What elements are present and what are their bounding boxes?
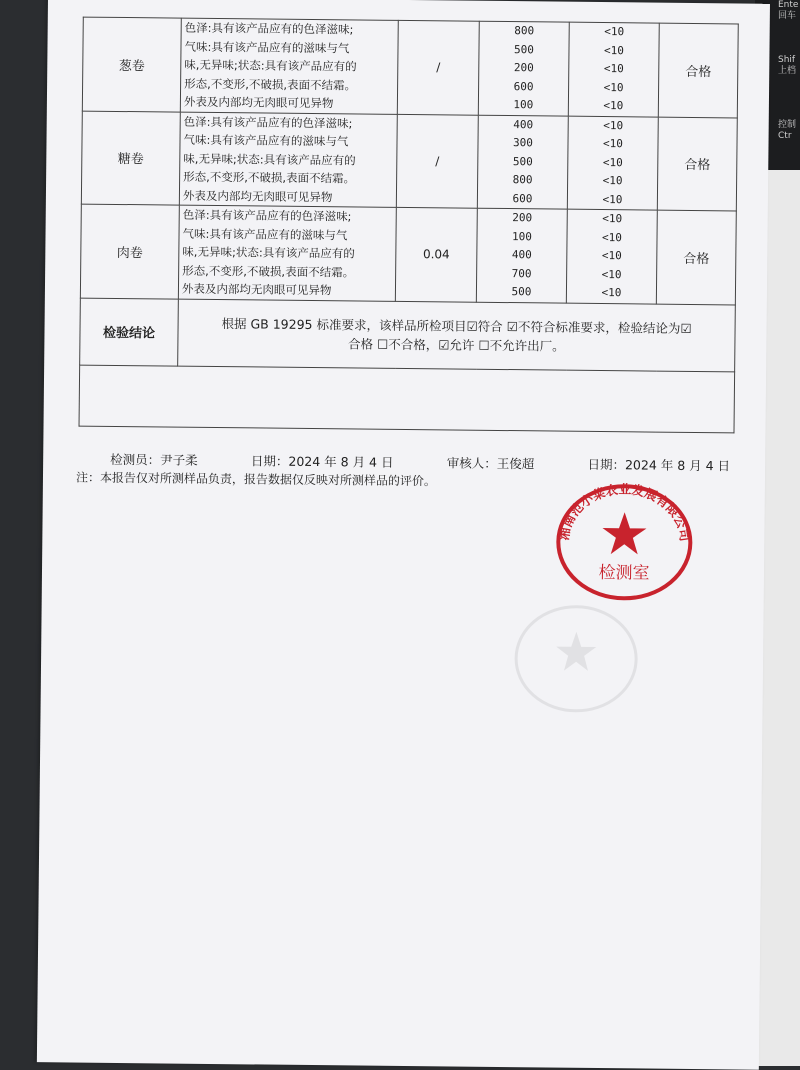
requirement-line: 外表及内部均无肉眼可见异物	[182, 188, 333, 204]
requirement-line: 形态,不变形,不破损,表面不结霜。	[182, 263, 355, 279]
requirement-line: 形态,不变形,不破损,表面不结霜。	[184, 76, 357, 92]
key-label-ctrl-cn: 控制	[778, 120, 797, 130]
colony-counts	[476, 208, 567, 302]
result: 合格	[656, 210, 736, 304]
count-value: 600	[513, 79, 534, 93]
table-row	[82, 17, 738, 117]
conclusion-row	[80, 298, 736, 372]
count-value: 100	[512, 229, 533, 243]
sensory-requirement	[179, 112, 397, 208]
inspection-table	[79, 17, 739, 433]
limit-value: <10	[602, 212, 623, 226]
measured-value: /	[397, 20, 479, 114]
seal-dept-text: 检测室	[598, 563, 650, 584]
requirement-line: 气味:具有该产品应有的滋味与气	[183, 132, 349, 149]
key-label-enter-cn: 回车	[778, 11, 797, 21]
requirement-line: 味,无异味;状态:具有该产品应有的	[183, 151, 356, 167]
seal-bleed-through	[511, 601, 642, 717]
sensory-requirement	[178, 205, 396, 301]
product-name: 葱卷	[82, 17, 181, 112]
limit-values	[567, 116, 658, 210]
requirement-line: 气味:具有该产品应有的滋味与气	[182, 226, 348, 242]
product-name: 肉卷	[80, 204, 179, 299]
reviewer-date: 日期：2024 年 8 月 4 日	[587, 456, 731, 474]
count-value: 400	[511, 248, 532, 262]
count-value: 500	[511, 285, 532, 299]
inspector-date: 日期：2024 年 8 月 4 日	[250, 453, 394, 470]
ghost-star-icon	[556, 632, 596, 671]
key-label-enter: Ente	[778, 0, 799, 10]
limit-value: <10	[603, 43, 624, 57]
company-seal	[554, 482, 695, 603]
measured-value: 0.04	[395, 207, 477, 301]
count-value: 100	[513, 98, 534, 112]
count-value: 500	[513, 42, 534, 56]
reviewer: 审核人：王俊超	[446, 455, 535, 472]
count-value: 200	[512, 211, 533, 225]
limit-value: <10	[602, 230, 623, 244]
requirement-line: 外表及内部均无肉眼可见异物	[181, 281, 332, 298]
inspector: 检测员：尹子柔	[110, 451, 198, 468]
limit-value: <10	[601, 267, 622, 281]
conclusion-text	[178, 299, 736, 372]
limit-value: <10	[602, 155, 623, 169]
conclusion-label: 检验结论	[80, 298, 179, 366]
sensory-requirement	[180, 18, 398, 114]
result: 合格	[658, 23, 738, 117]
limit-value: <10	[601, 286, 622, 300]
limit-value: <10	[604, 25, 625, 39]
requirement-line: 色泽:具有该产品应有的色泽滋味;	[184, 20, 354, 37]
table-row	[81, 111, 737, 211]
result: 合格	[657, 117, 737, 211]
seal-star-icon	[602, 512, 646, 554]
limit-value: <10	[603, 62, 624, 76]
signature-area	[79, 365, 735, 433]
count-value: 200	[513, 61, 534, 75]
table-row	[80, 204, 736, 304]
count-value: 300	[513, 136, 534, 150]
requirement-line: 形态,不变形,不破损,表面不结霜。	[183, 169, 356, 186]
count-value: 600	[512, 191, 533, 205]
signature-area-row	[79, 365, 735, 433]
key-label-shift: Shif	[778, 55, 796, 65]
requirement-line: 味,无异味;状态:具有该产品应有的	[182, 244, 355, 261]
key-label-ctrl: Ctr	[778, 131, 792, 141]
count-value: 500	[512, 154, 533, 168]
measured-value: /	[396, 114, 478, 208]
limit-value: <10	[603, 137, 624, 151]
limit-value: <10	[602, 192, 623, 206]
limit-value: <10	[603, 118, 624, 132]
conclusion-line-1: 根据 GB 19295 标准要求，该样品所检项目☑符合 ☑不符合标准要求，检验结论为☑	[221, 315, 692, 336]
limit-values	[568, 22, 659, 116]
count-value: 800	[512, 173, 533, 187]
limit-value: <10	[601, 249, 622, 263]
requirement-line: 气味:具有该产品应有的滋味与气	[184, 39, 350, 55]
requirement-line: 色泽:具有该产品应有的色泽滋味;	[183, 114, 353, 130]
product-name: 糖卷	[81, 111, 180, 206]
count-value: 700	[511, 266, 532, 280]
limit-value: <10	[603, 80, 624, 94]
limit-value: <10	[603, 99, 624, 113]
report-page	[37, 0, 770, 1070]
key-label-shift-cn: 上档	[778, 66, 797, 76]
colony-counts	[478, 21, 569, 115]
requirement-line: 色泽:具有该产品应有的色泽滋味;	[182, 207, 352, 224]
seal-org-text: 湘南范小菜农业发展有限公司	[556, 481, 693, 543]
limit-values	[566, 209, 657, 303]
count-value: 800	[514, 24, 535, 38]
colony-counts	[477, 115, 568, 209]
limit-value: <10	[602, 174, 623, 188]
requirement-line: 外表及内部均无肉眼可见异物	[183, 94, 334, 111]
count-value: 400	[513, 117, 534, 131]
report-note: 注：本报告仅对所测样品负责，报告数据仅反映对所测样品的评价。	[75, 470, 437, 489]
conclusion-line-2: 合格 ☐不合格，☑允许 ☐不允许出厂。	[348, 335, 565, 354]
requirement-line: 味,无异味;状态:具有该产品应有的	[184, 57, 357, 74]
